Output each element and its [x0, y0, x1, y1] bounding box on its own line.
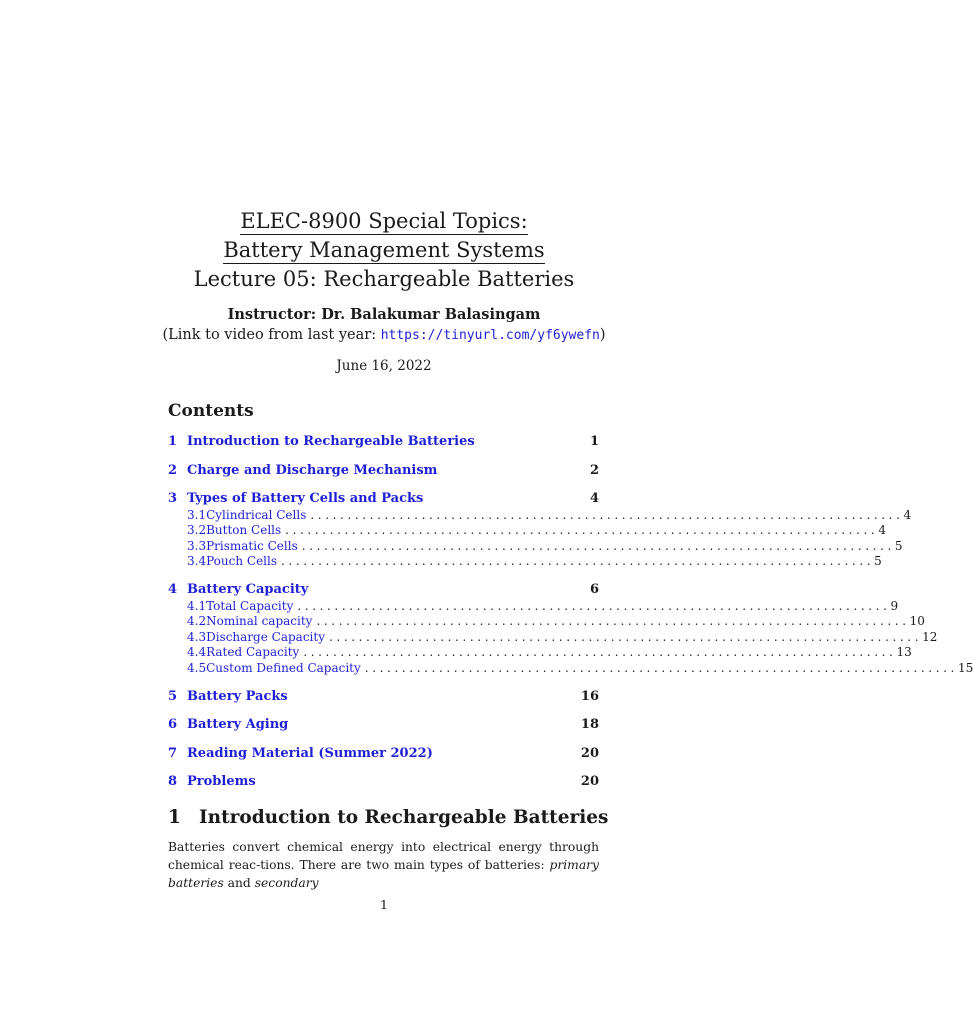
toc-section-3[interactable]: [168, 491, 599, 509]
toc-subsection-3.4[interactable]: [187, 554, 882, 569]
title-line-1: ELEC-8900 Special Topics:: [240, 209, 528, 233]
toc-subsection-3.1[interactable]: [187, 507, 912, 523]
toc-leader-dots: ................................................................................: [303, 645, 897, 659]
toc-subsection-number: 4.1: [187, 598, 207, 613]
toc-subsection-page: 5: [894, 538, 903, 553]
toc-subsection-label[interactable]: Total Capacity: [206, 598, 294, 613]
toc-leader-dots: ................................................................................: [364, 660, 958, 675]
toc-section-number: 4: [168, 582, 178, 597]
toc-subsection-page: 13: [896, 645, 912, 659]
toc-section-2[interactable]: [168, 463, 599, 481]
toc-subsection-page: 15: [957, 660, 973, 675]
toc-section-number: 7: [168, 745, 178, 761]
toc-subsection-number: 4.2: [187, 614, 207, 628]
toc-subsection-4.4[interactable]: [187, 645, 912, 660]
toc-leader-dots: ................................................................................: [281, 554, 875, 568]
toc-section-label[interactable]: Introduction to Rechargeable Batteries: [187, 434, 475, 449]
toc-subsection-label[interactable]: Prismatic Cells: [206, 538, 298, 553]
toc-section-7[interactable]: [168, 746, 599, 764]
toc-section-number: 8: [168, 774, 178, 789]
toc-section-label[interactable]: Types of Battery Cells and Packs: [187, 491, 424, 506]
document-title: [0, 207, 768, 294]
toc-subsection-label[interactable]: Rated Capacity: [206, 645, 300, 659]
page-number: 1: [380, 897, 388, 912]
title-line-2: Battery Management Systems: [223, 238, 545, 262]
section-heading: 1 Introduction to Rechargeable Batteries: [168, 807, 609, 828]
toc-subsection-number: 3.2: [187, 523, 207, 537]
toc-leader-dots: ................................................................................: [310, 507, 904, 522]
toc-subsection-3.2[interactable]: [187, 523, 886, 538]
toc-section-6[interactable]: [168, 717, 599, 735]
toc-section-number: 5: [168, 688, 178, 704]
toc-subsection-number: 4.5: [187, 660, 207, 675]
toc-subsection-label[interactable]: Button Cells: [206, 523, 282, 537]
toc-section-8[interactable]: [168, 774, 599, 792]
toc-leader-dots: ................................................................................: [316, 614, 910, 628]
toc-subsection-4.3[interactable]: [187, 629, 938, 645]
toc-section-4[interactable]: [168, 582, 599, 600]
toc-section-number: 6: [168, 717, 178, 732]
toc-section-number: 1: [168, 434, 178, 449]
document-date: June 16, 2022: [336, 358, 432, 374]
toc-subsection-label[interactable]: Nominal capacity: [206, 614, 313, 628]
toc-subsection-4.2[interactable]: [187, 614, 925, 629]
toc-section-1[interactable]: [168, 434, 599, 452]
toc-section-label[interactable]: Battery Packs: [187, 688, 288, 704]
toc-section-label[interactable]: Reading Material (Summer 2022): [187, 745, 433, 761]
toc-section-label[interactable]: Charge and Discharge Mechanism: [187, 462, 438, 478]
toc-section-page: 20: [580, 774, 599, 789]
toc-subsection-number: 3.4: [187, 554, 207, 568]
body-paragraph: Batteries convert chemical energy into electrical energy through chemical reac-tions. There are two main types of batteries: primary batteries and secondary: [168, 840, 599, 890]
video-link[interactable]: https://tinyurl.com/yf6ywefn: [380, 328, 600, 343]
toc-section-page: 18: [580, 717, 599, 732]
toc-subsection-3.3[interactable]: [187, 538, 903, 554]
toc-subsection-page: 10: [909, 614, 925, 628]
toc-subsection-4.5[interactable]: [187, 660, 973, 676]
toc-subsection-number: 4.4: [187, 645, 207, 659]
toc-subsection-page: 5: [874, 554, 882, 568]
toc-section-number: 3: [168, 491, 178, 506]
toc-subsection-number: 3.3: [187, 538, 207, 553]
toc-leader-dots: ................................................................................: [285, 523, 879, 537]
toc-section-page: 6: [589, 582, 599, 597]
toc-subsection-number: 4.3: [187, 629, 207, 644]
toc-subsection-label[interactable]: Custom Defined Capacity: [206, 660, 361, 675]
toc-leader-dots: ................................................................................: [301, 538, 895, 553]
toc-section-page: 4: [589, 491, 599, 506]
toc-subsection-4.1[interactable]: [187, 598, 899, 614]
title-line-3: Lecture 05: Rechargeable Batteries: [193, 267, 575, 291]
toc-subsection-label[interactable]: Discharge Capacity: [206, 629, 325, 644]
contents-heading: Contents: [168, 401, 254, 421]
toc-leader-dots: ................................................................................: [328, 629, 923, 644]
toc-leader-dots: ................................................................................: [297, 598, 891, 613]
toc-section-number: 2: [168, 462, 178, 478]
toc-subsection-label[interactable]: Pouch Cells: [206, 554, 278, 568]
toc-section-label[interactable]: Battery Capacity: [187, 582, 309, 597]
toc-section-page: 20: [580, 745, 599, 761]
toc-subsection-page: 12: [922, 629, 938, 644]
toc-subsection-number: 3.1: [187, 507, 207, 522]
toc-section-page: 1: [589, 434, 599, 449]
toc-section-label[interactable]: Battery Aging: [187, 717, 289, 732]
toc-subsection-label[interactable]: Cylindrical Cells: [206, 507, 307, 522]
toc-section-label[interactable]: Problems: [187, 774, 256, 789]
instructor-name: Instructor: Dr. Balakumar Balasingam: [227, 306, 541, 323]
toc-section-page: 2: [589, 462, 599, 478]
toc-subsection-page: 9: [890, 598, 899, 613]
toc-section-page: 16: [580, 688, 599, 704]
toc-subsection-page: 4: [878, 523, 886, 537]
toc-section-5[interactable]: [168, 689, 599, 707]
author-block: [0, 305, 768, 346]
toc-subsection-page: 4: [903, 507, 912, 522]
video-link-line: (Link to video from last year: https://tinyurl.com/yf6ywefn): [162, 327, 606, 343]
